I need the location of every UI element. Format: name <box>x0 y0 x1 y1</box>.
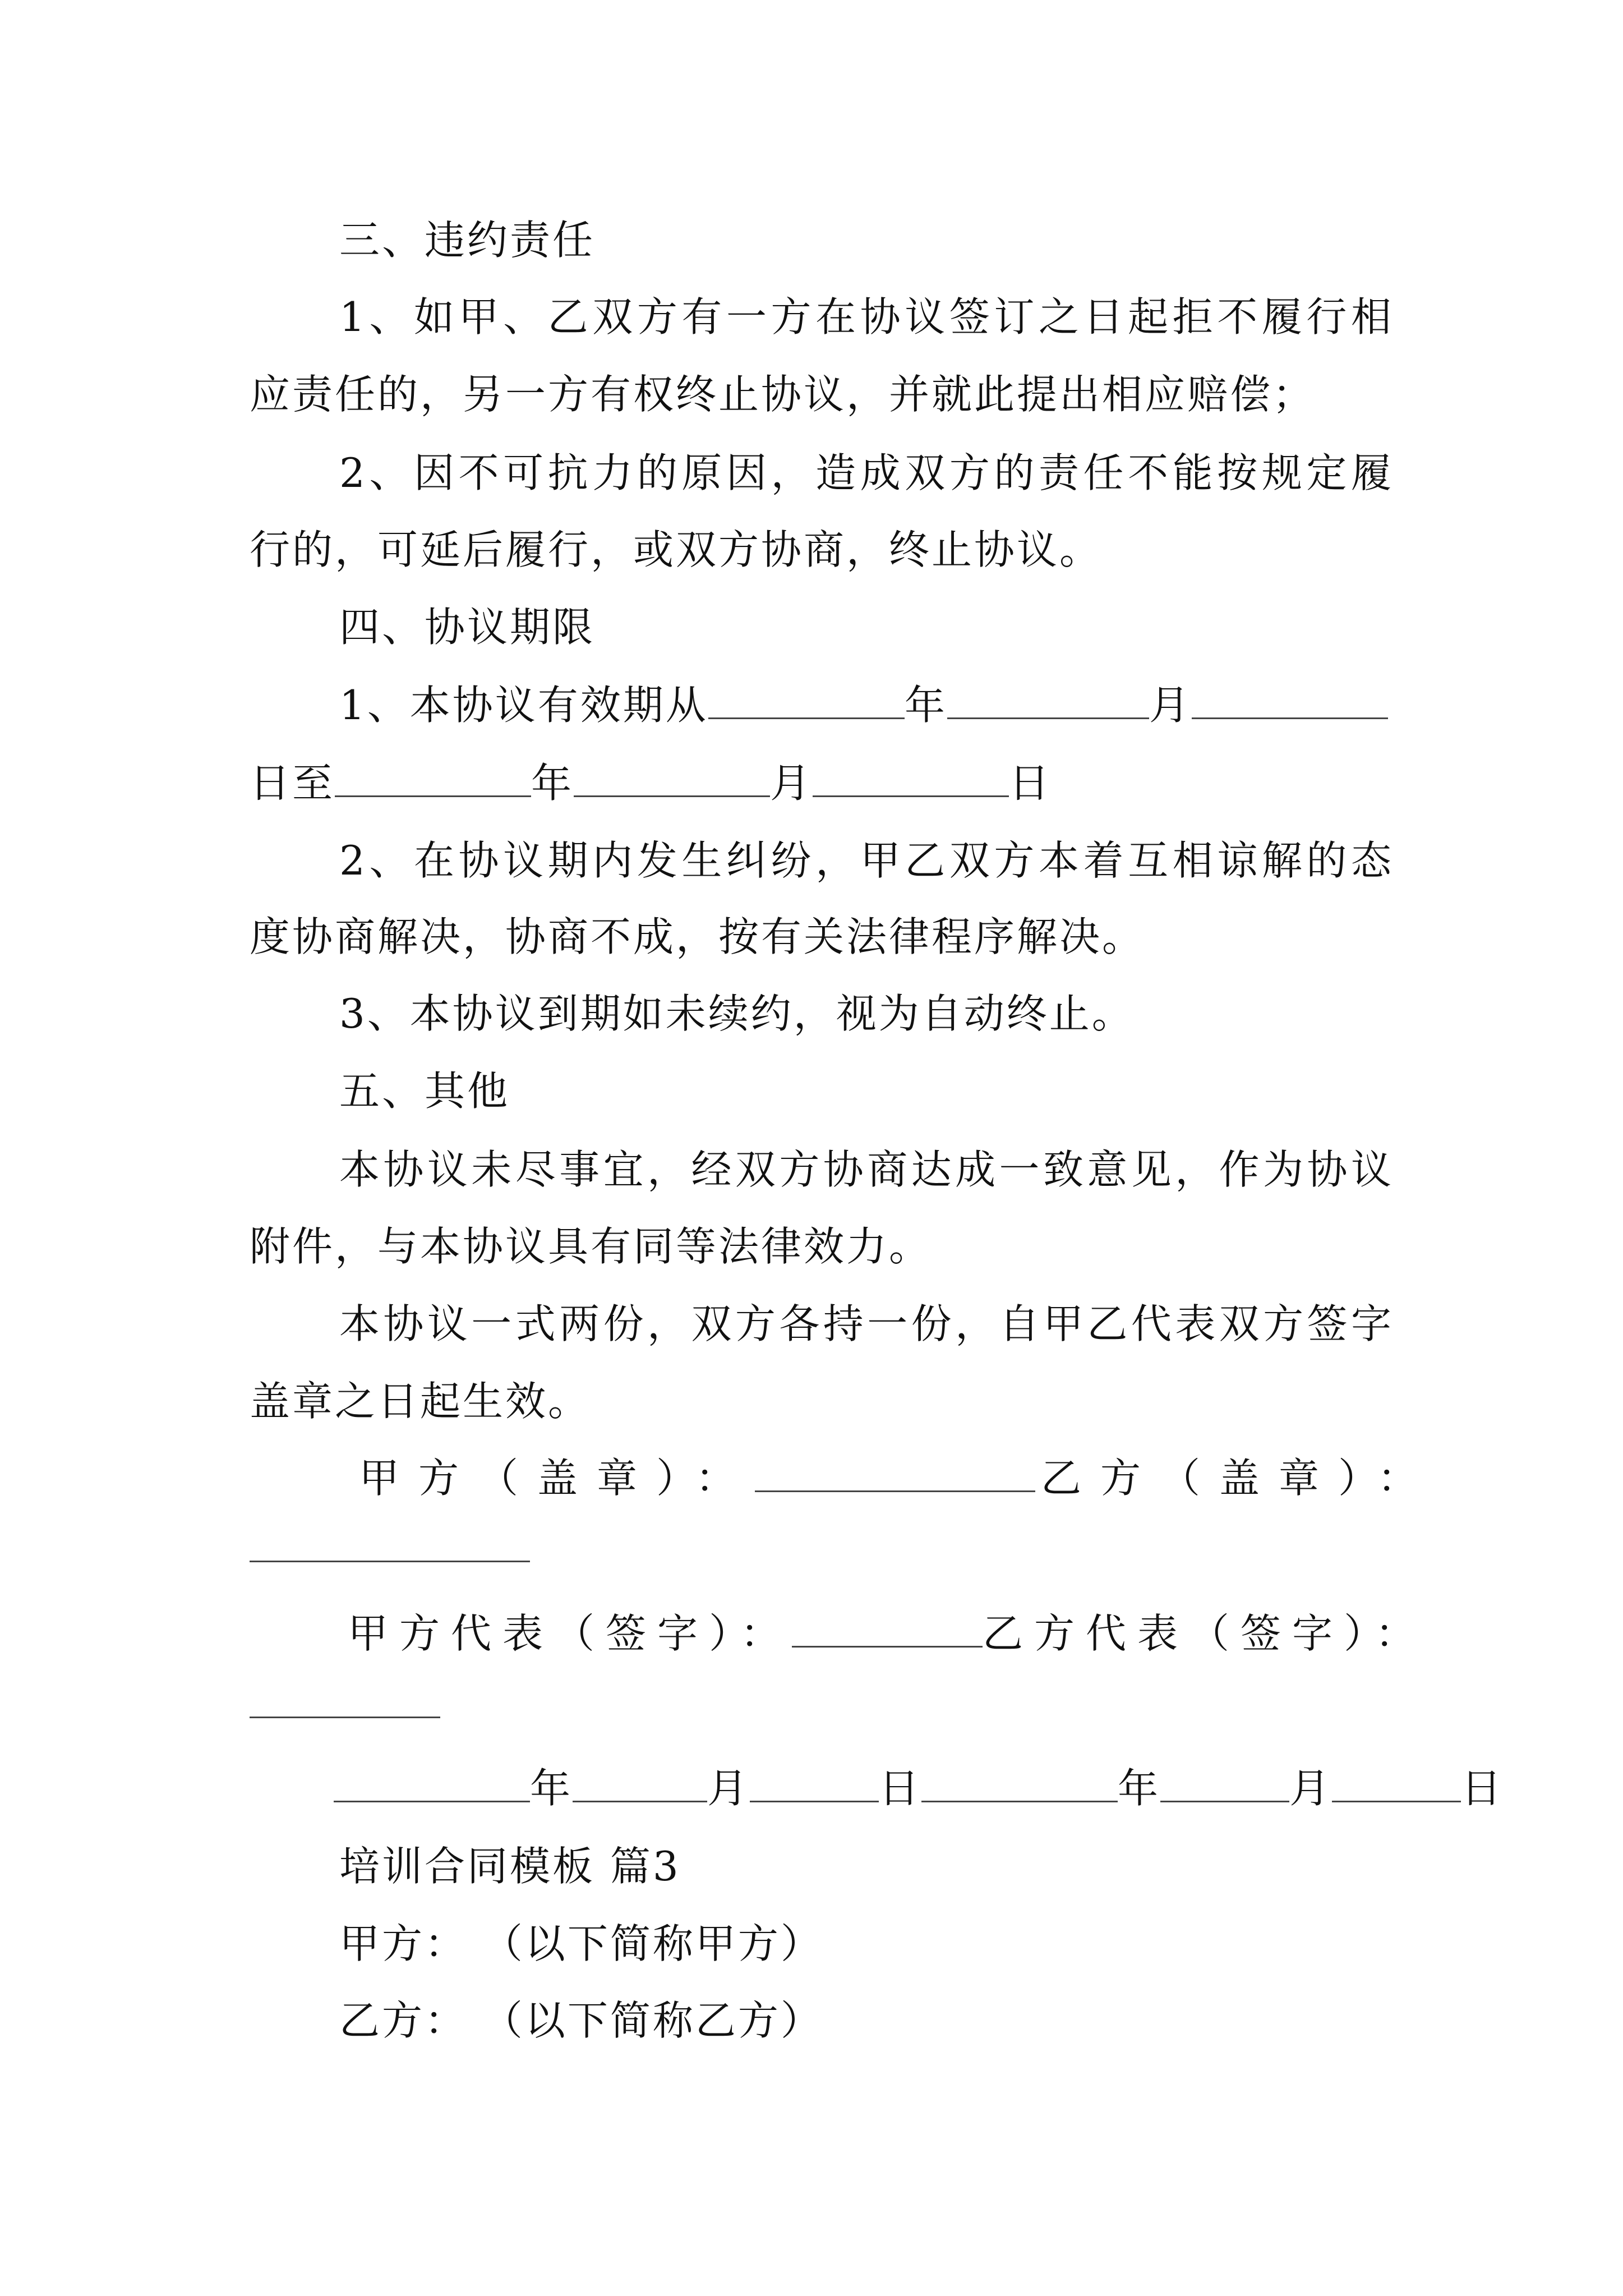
party-a-seal-blank <box>755 1456 1035 1492</box>
paragraph-term-2-line-2: 度协商解决，协商不成，按有关法律程序解决。 <box>250 913 1145 960</box>
signing-date-line <box>334 1760 1504 1816</box>
paragraph-breach-2-line-2: 行的，可延后履行，或双方协商，终止协议。 <box>250 526 1103 573</box>
unit-day: 日 <box>1461 1765 1504 1812</box>
next-contract-title: 培训合同模板 篇3 <box>339 1843 681 1890</box>
unit-year: 年 <box>530 1765 573 1812</box>
unit-year: 年 <box>904 682 947 729</box>
start-month-blank <box>947 683 1149 719</box>
paragraph-other-2-line-2: 盖章之日起生效。 <box>250 1378 591 1425</box>
section-heading-term: 四、协议期限 <box>339 604 596 651</box>
party-b-rep-label: 乙方代表（签字）： <box>983 1610 1427 1657</box>
party-b-day-blank <box>1332 1766 1461 1802</box>
paragraph-other-2-line-1: 本协议一式两份，双方各持一份，自甲乙代表双方签字 <box>339 1300 1394 1347</box>
unit-day: 日 <box>879 1765 922 1812</box>
unit-month: 月 <box>1289 1765 1332 1812</box>
paragraph-other-1-line-1: 本协议未尽事宜，经双方协商达成一致意见，作为协议 <box>339 1146 1394 1193</box>
next-party-b-line: 乙方： （以下简称乙方） <box>339 1997 823 2044</box>
unit-year: 年 <box>531 760 574 807</box>
paragraph-other-1-line-2: 附件，与本协议具有同等法律效力。 <box>250 1223 932 1270</box>
party-b-seal-label: 乙方（盖章）： <box>1041 1455 1437 1502</box>
party-a-rep-blank <box>792 1611 983 1648</box>
term-1-prefix: 1、本协议有效期从 <box>339 682 708 729</box>
party-b-rep-blank <box>250 1717 440 1718</box>
unit-month: 月 <box>1149 682 1192 729</box>
paragraph-term-1-line-1 <box>339 677 1394 733</box>
start-day-blank <box>1192 683 1388 719</box>
next-party-a-line: 甲方： （以下简称甲方） <box>339 1920 823 1967</box>
party-a-month-blank <box>573 1766 707 1802</box>
day-to-label: 日至 <box>250 760 335 807</box>
end-year-blank <box>335 761 531 797</box>
party-b-month-blank <box>1160 1766 1289 1802</box>
seal-line <box>359 1450 1437 1506</box>
section-heading-other: 五、其他 <box>339 1068 510 1115</box>
party-b-year-blank <box>921 1766 1118 1802</box>
party-b-seal-blank <box>250 1561 530 1562</box>
unit-year: 年 <box>1118 1765 1161 1812</box>
unit-day: 日 <box>1009 760 1052 807</box>
start-year-blank <box>708 683 905 719</box>
unit-month: 月 <box>707 1765 750 1812</box>
paragraph-term-3: 3、本协议到期如未续约，视为自动终止。 <box>339 990 1135 1037</box>
party-a-seal-label: 甲方（盖章）： <box>359 1455 755 1502</box>
paragraph-term-2-line-1: 2、在协议期内发生纠纷，甲乙双方本着互相谅解的态 <box>339 837 1394 884</box>
representative-line <box>348 1605 1427 1662</box>
paragraph-breach-2-line-1: 2、因不可抗力的原因，造成双方的责任不能按规定履 <box>339 449 1394 496</box>
end-day-blank <box>813 761 1009 797</box>
party-a-day-blank <box>750 1766 879 1802</box>
end-month-blank <box>574 761 770 797</box>
party-a-year-blank <box>334 1766 530 1802</box>
party-a-rep-label: 甲方代表（签字）： <box>348 1610 792 1657</box>
paragraph-breach-1-line-2: 应责任的，另一方有权终止协议，并就此提出相应赔偿； <box>250 371 1316 418</box>
paragraph-breach-1-line-1: 1、如甲、乙双方有一方在协议签订之日起拒不履行相 <box>339 293 1394 341</box>
section-heading-breach: 三、违约责任 <box>339 217 596 264</box>
unit-month: 月 <box>770 760 813 807</box>
paragraph-term-1-line-2 <box>250 755 1394 811</box>
